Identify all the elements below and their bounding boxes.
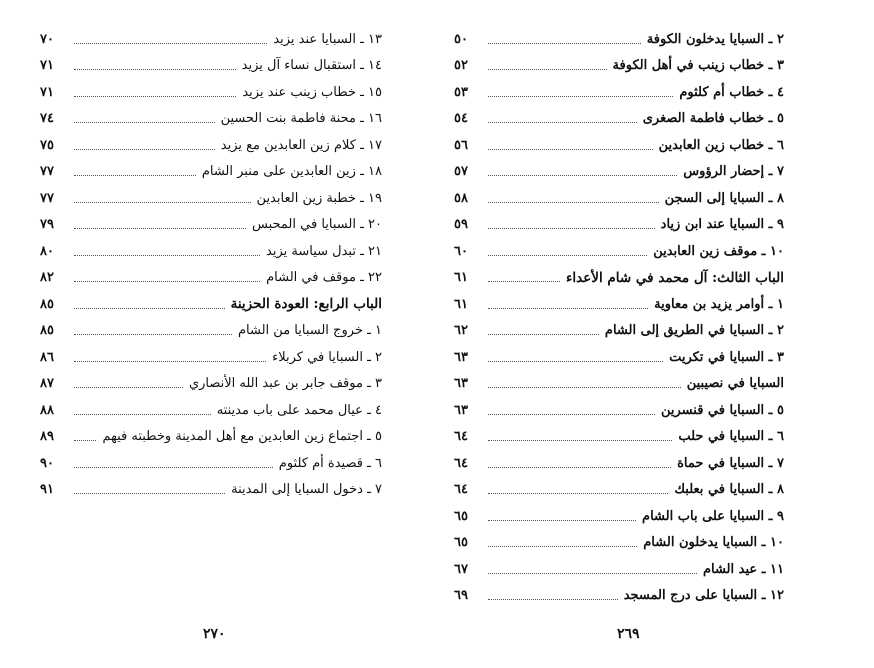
toc-entry-title: ٩ ـ السبايا عند ابن زياد [660, 217, 784, 233]
leader-dots [74, 202, 251, 203]
toc-entry [40, 397, 382, 424]
toc-entry-page: ٦٧ [454, 561, 468, 577]
leader-dots [488, 546, 637, 547]
leader-dots [488, 334, 599, 335]
toc-entry-page: ٨٧ [40, 376, 54, 392]
toc-entry-page: ٦٣ [454, 402, 468, 418]
toc-entry-page: ٦٣ [454, 349, 468, 365]
toc-entry-page: ٦٤ [454, 482, 468, 498]
toc-entry [40, 450, 382, 477]
toc-entry-page: ٩٠ [40, 455, 54, 471]
leader-dots [74, 122, 215, 123]
leader-dots [488, 387, 681, 388]
toc-entry-page: ٨٠ [40, 243, 54, 259]
toc-entry-title: ٢٢ ـ موقف في الشام [266, 270, 382, 286]
toc-entry-page: ٨٨ [40, 402, 54, 418]
toc-entry [40, 212, 382, 239]
leader-dots [74, 175, 196, 176]
toc-entry-title: ١٤ ـ استقبال نساء آل يزيد [241, 58, 382, 74]
leader-dots [74, 440, 96, 441]
toc-entry-page: ٥٠ [454, 31, 468, 47]
toc-entry [454, 159, 784, 186]
leader-dots [488, 175, 677, 176]
toc-entry [454, 291, 784, 318]
toc-entry-page: ٩١ [40, 482, 54, 498]
leader-dots [488, 228, 655, 229]
leader-dots [74, 493, 225, 494]
toc-entry-page: ٦٠ [454, 243, 468, 259]
toc-entry-page: ٧١ [40, 58, 54, 74]
toc-entry-page: ٥٢ [454, 58, 468, 74]
toc-entry-page: ٥٩ [454, 217, 468, 233]
leader-dots [488, 573, 697, 574]
toc-entry-title: ١٠ ـ السبايا يدخلون الشام [643, 535, 784, 551]
toc-entry-title: ٤ ـ عيال محمد على باب مدينته [216, 402, 382, 418]
toc-entry-title: ٢ ـ السبايا يدخلون الكوفة [646, 31, 784, 47]
toc-entry [454, 371, 784, 398]
toc-entry [454, 450, 784, 477]
toc-entry-title: ١٧ ـ كلام زين العابدين مع يزيد [220, 137, 382, 153]
toc-entry [454, 477, 784, 504]
toc-entry [40, 53, 382, 80]
toc-entry-page: ٦٥ [454, 535, 468, 551]
toc-entry-title: ٢ ـ السبايا في كربلاء [272, 349, 382, 365]
toc-entry [454, 344, 784, 371]
toc-entry-page: ٥٧ [454, 164, 468, 180]
leader-dots [488, 43, 641, 44]
toc-entry-title: ١ ـ خروج السبايا من الشام [237, 323, 382, 339]
toc-entry-page: ٧٥ [40, 137, 54, 153]
toc-entry-title: ١٥ ـ خطاب زينب عند يزيد [242, 84, 382, 100]
toc-entry [454, 530, 784, 557]
toc-entry-page: ٧٩ [40, 217, 54, 233]
toc-entry [454, 556, 784, 583]
toc-entry-title: ٧ ـ دخول السبايا إلى المدينة [231, 482, 382, 498]
toc-entry [454, 26, 784, 53]
toc-entry [454, 397, 784, 424]
leader-dots [488, 69, 607, 70]
leader-dots [488, 520, 636, 521]
toc-entry-title: ٣ ـ السبايا في تكريت [669, 349, 784, 365]
leader-dots [74, 43, 267, 44]
toc-entry [454, 79, 784, 106]
toc-entry [40, 132, 382, 159]
toc-entry [454, 132, 784, 159]
toc-entry-page: ٨٩ [40, 429, 54, 445]
toc-entry-title: ١٣ ـ السبايا عند يزيد [273, 31, 382, 47]
leader-dots [74, 149, 215, 150]
toc-entry-page: ٧٧ [40, 164, 54, 180]
leader-dots [488, 440, 672, 441]
toc-entry-title: ١٠ ـ موقف زين العابدين [653, 243, 784, 259]
leader-dots [74, 96, 236, 97]
leader-dots [488, 467, 671, 468]
toc-entry-title: ١ ـ أوامر يزيد بن معاوية [654, 296, 784, 312]
toc-entry-page: ٧٤ [40, 111, 54, 127]
toc-entry-title: ٧ ـ السبايا في حماة [677, 455, 784, 471]
toc-entry-title: ١١ ـ عيد الشام [702, 561, 784, 577]
toc-entry [40, 344, 382, 371]
toc-section-heading [454, 265, 784, 292]
toc-entry-title: ٢٠ ـ السبايا في المحبس [252, 217, 382, 233]
toc-entry-page: ٥٨ [454, 190, 468, 206]
toc-entry-title: ٨ ـ السبايا إلى السجن [664, 190, 784, 206]
leader-dots [74, 308, 225, 309]
toc-left-page [40, 26, 382, 503]
toc-entry [40, 477, 382, 504]
toc-entry-page: ٦١ [454, 296, 468, 312]
toc-entry [40, 106, 382, 133]
toc-entry-page: ٧٧ [40, 190, 54, 206]
toc-entry-title: ٢١ ـ تبدل سياسة يزيد [266, 243, 382, 259]
toc-entry-title: الباب الرابع: العودة الحزينة [230, 296, 382, 313]
toc-entry-page: ٦٢ [454, 323, 468, 339]
leader-dots [74, 414, 211, 415]
leader-dots [74, 281, 260, 282]
toc-entry-title: الباب الثالث: آل محمد في شام الأعداء [566, 269, 784, 286]
toc-entry [454, 53, 784, 80]
toc-entry-title: ٦ ـ خطاب زين العابدين [658, 137, 784, 153]
toc-entry-title: ٣ ـ خطاب زينب في أهل الكوفة [612, 58, 784, 74]
toc-entry-title: ٥ ـ اجتماع زين العابدين مع أهل المدينة وخطبته فيهم [102, 429, 382, 445]
toc-entry-page: ٦٤ [454, 429, 468, 445]
toc-entry [40, 424, 382, 451]
toc-entry-title: ٦ ـ قصيدة أم كلثوم [278, 455, 382, 471]
toc-entry-title: ٦ ـ السبايا في حلب [678, 429, 784, 445]
leader-dots [488, 361, 663, 362]
leader-dots [488, 308, 648, 309]
leader-dots [74, 387, 183, 388]
leader-dots [74, 69, 236, 70]
toc-entry [454, 185, 784, 212]
toc-entry-title: ٥ ـ السبايا في قنسرين [660, 402, 784, 418]
leader-dots [488, 414, 655, 415]
toc-entry [40, 26, 382, 53]
toc-entry-title: ١٩ ـ خطبة زين العابدين [256, 190, 382, 206]
toc-entry-page: ٥٣ [454, 84, 468, 100]
leader-dots [488, 493, 668, 494]
toc-entry [40, 238, 382, 265]
toc-entry-page: ٧٠ [40, 31, 54, 47]
toc-entry-title: ٩ ـ السبايا على باب الشام [642, 508, 784, 524]
leader-dots [74, 255, 260, 256]
toc-entry-page: ٦٣ [454, 376, 468, 392]
toc-section-heading [40, 291, 382, 318]
leader-dots [74, 334, 232, 335]
toc-entry-title: ٨ ـ السبايا في بعلبك [674, 482, 784, 498]
toc-entry [40, 265, 382, 292]
toc-entry-page: ٧١ [40, 84, 54, 100]
toc-entry-page: ٥٦ [454, 137, 468, 153]
page-number-left: ٢٧٠ [203, 626, 226, 642]
toc-entry [454, 503, 784, 530]
page-number-right: ٢٦٩ [617, 626, 640, 642]
leader-dots [488, 202, 659, 203]
toc-entry-page: ٦٩ [454, 588, 468, 604]
leader-dots [488, 149, 653, 150]
leader-dots [488, 255, 647, 256]
toc-entry-title: ١٦ ـ محنة فاطمة بنت الحسين [220, 111, 382, 127]
toc-entry-page: ٥٤ [454, 111, 468, 127]
toc-entry-title: ٧ ـ إحضار الرؤوس [683, 164, 784, 180]
toc-entry [40, 185, 382, 212]
leader-dots [74, 228, 246, 229]
leader-dots [488, 96, 673, 97]
leader-dots [488, 281, 560, 282]
toc-entry-page: ٨٥ [40, 323, 54, 339]
toc-entry-page: ٨٢ [40, 270, 54, 286]
toc-entry [454, 238, 784, 265]
leader-dots [488, 599, 618, 600]
toc-entry [40, 371, 382, 398]
toc-entry [454, 583, 784, 610]
toc-entry-page: ٨٦ [40, 349, 54, 365]
toc-entry [454, 318, 784, 345]
toc-entry-page: ٦١ [454, 270, 468, 286]
toc-entry [454, 106, 784, 133]
toc-entry [40, 79, 382, 106]
toc-entry-title: ١٢ ـ السبايا على درج المسجد [623, 588, 784, 604]
toc-entry-title: ٣ ـ موقف جابر بن عبد الله الأنصاري [188, 376, 382, 392]
toc-entry-title: ٢ ـ السبايا في الطريق إلى الشام [604, 323, 784, 339]
leader-dots [74, 361, 266, 362]
toc-entry-page: ٦٥ [454, 508, 468, 524]
leader-dots [74, 467, 273, 468]
toc-right-page [454, 26, 784, 609]
toc-entry [40, 159, 382, 186]
toc-entry-title: ٤ ـ خطاب أم كلثوم [679, 84, 784, 100]
leader-dots [488, 122, 637, 123]
toc-entry [454, 424, 784, 451]
toc-entry [40, 318, 382, 345]
toc-entry-title: السبايا في نصيبين [686, 376, 784, 392]
toc-entry-title: ١٨ ـ زين العابدين على منبر الشام [201, 164, 382, 180]
toc-entry-page: ٨٥ [40, 296, 54, 312]
toc-entry [454, 212, 784, 239]
toc-entry-title: ٥ ـ خطاب فاطمة الصغرى [642, 111, 784, 127]
toc-entry-page: ٦٤ [454, 455, 468, 471]
